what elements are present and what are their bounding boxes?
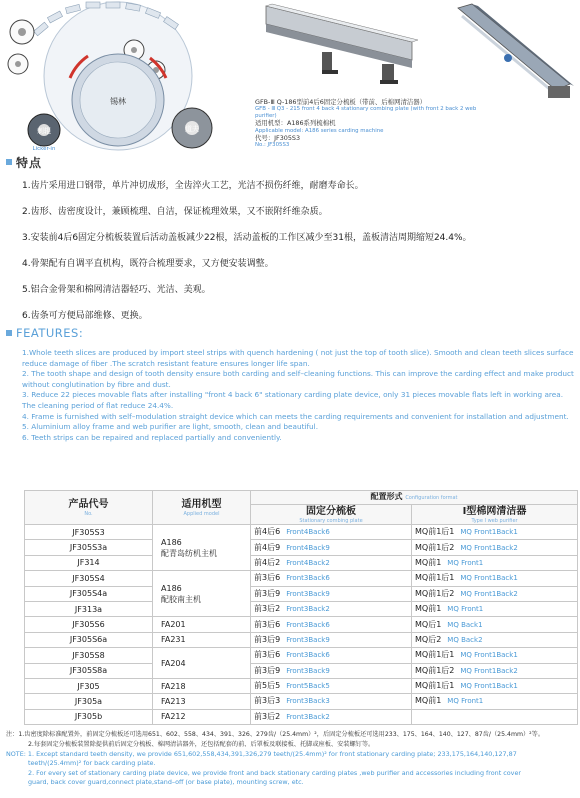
plate-cn: 前4后9 [254, 542, 281, 552]
cell-model [153, 617, 251, 632]
purifier-en: MQ Front1 [447, 605, 484, 614]
cell-code: JF305S3a [25, 540, 153, 555]
cell-model [153, 571, 251, 617]
cell-plate [251, 571, 412, 586]
features-cn-title: 特点 [16, 155, 43, 170]
caption-code: 代号：JF305S3 [255, 134, 301, 143]
feature-en-item: 2. The tooth shape and design of tooth density ensure both carding and self–cleaning functions. This can improve the carding effect and make product without conglutination by fibre and dust. [22, 369, 574, 389]
caption-title-en: GFB - Ⅲ Q3 - 215 front 4 back 4 stationary combing plate (with front 2 back 2 web purifier) [255, 106, 477, 119]
plate-en: Front3Back6 [286, 651, 330, 660]
plate-en: Front3Back9 [286, 635, 330, 644]
purifier-cn: MQ前1后1 [415, 650, 455, 660]
cell-purifier [412, 632, 578, 647]
plate-cn: 前3后6 [254, 650, 281, 660]
model-sub: 配青岛纺机主机 [161, 548, 217, 558]
carding-machine-illustration [0, 0, 236, 152]
table-row [25, 540, 578, 555]
cell-plate [251, 617, 412, 632]
cell-purifier [412, 663, 578, 678]
table-row [25, 709, 578, 724]
plate-en: Front3Back2 [286, 712, 330, 721]
note-en-1b: teeth/(25.4mm)² for back carding plate. [28, 759, 156, 768]
purifier-cn: MQ前1后1 [415, 681, 455, 691]
features-cn-header [6, 154, 42, 170]
cell-model [153, 632, 251, 647]
cell-plate [251, 663, 412, 678]
header-model-en: Applied model [183, 511, 220, 517]
table-row [25, 571, 578, 586]
table-row [25, 694, 578, 709]
spec-table [24, 490, 578, 725]
cell-plate [251, 678, 412, 693]
plate-en: Front3Back9 [286, 589, 330, 598]
note-en-2b: guard, back cover guard,connect plate,stand–off (or base plate), mounting screw, etc. [28, 778, 304, 787]
combing-plate-photo [262, 2, 422, 88]
feature-cn-item: 3.安装前4后6固定分梳板装置后活动盖板减少22根，活动盖板的工作区减少至31根，盖板清洁周期缩短24.4%。 [22, 233, 472, 243]
model-name: FA218 [161, 681, 186, 691]
model-name: FA212 [161, 712, 186, 722]
feature-cn-item: 5.铝合金骨架和棉网清洁器轻巧、光洁、美观。 [22, 285, 211, 295]
cell-code: JF313a [25, 601, 153, 616]
purifier-en: MQ Front1Back1 [460, 528, 518, 537]
table-row [25, 555, 578, 570]
plate-cn: 前3后2 [254, 711, 281, 721]
feature-en-item: 3. Reduce 22 pieces movable flats after installing "front 4 back 6" stationary carding plate device, only 31 pieces movable flats left in working area. The cleaning period of flat reduce 24.4%. [22, 390, 564, 410]
header-model-cn: 适用机型 [181, 499, 222, 510]
feature-cn-item: 1.齿片采用进口钢带，单片冲切成形，全齿淬火工艺，光洁不损伤纤维，耐磨寿命长。 [22, 181, 364, 191]
cell-purifier [412, 571, 578, 586]
cell-code: JF305S8a [25, 663, 153, 678]
purifier-en: MQ Back2 [447, 635, 483, 644]
table-row [25, 648, 578, 663]
header-code-en: No. [84, 511, 93, 517]
cell-purifier [412, 586, 578, 601]
product-caption [255, 98, 485, 149]
cell-purifier [412, 540, 578, 555]
cell-purifier [412, 678, 578, 693]
purifier-en: MQ Front1Back2 [460, 589, 518, 598]
purifier-en: MQ Front1Back1 [460, 682, 518, 691]
cell-plate [251, 694, 412, 709]
cell-code: JF305b [25, 709, 153, 724]
plate-en: Front3Back6 [286, 574, 330, 583]
web-purifier-photo [452, 2, 576, 106]
table-row [25, 586, 578, 601]
cylinder-label: 锡林 [110, 97, 126, 106]
caption-machine: 适用机型：A186系列梳棉机 [255, 119, 336, 128]
plate-cn: 前3后6 [254, 573, 281, 583]
purifier-cn: MQ前1 [415, 557, 442, 567]
feature-cn-item: 2.齿形、齿密度设计，兼顾梳理、自洁，保证梳理效果，又不嵌附纤维杂质。 [22, 207, 328, 217]
purifier-cn: MQ前1后1 [415, 573, 455, 583]
combing-plate-image [262, 2, 422, 88]
plate-cn: 前3后9 [254, 588, 281, 598]
cell-code: JF314 [25, 555, 153, 570]
notes-section [6, 730, 578, 788]
cell-plate [251, 586, 412, 601]
model-sub: 配胶南主机 [161, 594, 201, 604]
cell-model [153, 525, 251, 571]
section-bullet-icon [6, 330, 12, 336]
plate-en: Front4Back9 [286, 543, 330, 552]
table-row [25, 632, 578, 647]
purifier-en: MQ Front1Back2 [460, 666, 518, 675]
purifier-cn: MQ前1 [415, 696, 442, 706]
features-en-title: FEATURES: [16, 326, 84, 340]
plate-cn: 前3后9 [254, 634, 281, 644]
plate-en: Front3Back6 [286, 620, 330, 629]
model-name: A186 [161, 537, 182, 547]
purifier-cn: MQ前1后2 [415, 665, 455, 675]
section-bullet-icon [6, 159, 12, 165]
features-cn-list [22, 180, 578, 336]
caption-code-en: No.: JF305S3 [255, 142, 290, 149]
caption-title: GFB-Ⅲ Q-186型前4后6固定分梳板（带前、后棉网清洁器） [255, 98, 427, 106]
header-model [153, 491, 251, 525]
cell-model [153, 709, 251, 724]
table-row [25, 678, 578, 693]
cell-purifier [412, 648, 578, 663]
feature-cn-item: 4.骨架配有自调平直机构，既符合梳理要求，又方便安装调整。 [22, 259, 274, 269]
header-purifier-en: Type Ⅰ web purifier [471, 518, 518, 524]
cell-purifier [412, 694, 578, 709]
purifier-cn: MQ前1后2 [415, 542, 455, 552]
plate-en: Front3Back2 [286, 605, 330, 614]
caption-machine-en: Applicable model: A186 series carding machine [255, 127, 384, 134]
header-config-en: Configuration format [405, 495, 458, 501]
purifier-en: MQ Front1Back1 [460, 574, 518, 583]
purifier-cn: MQ后2 [415, 634, 442, 644]
header-plate-cn: 固定分梳板 [306, 506, 356, 517]
table-row [25, 663, 578, 678]
cell-purifier [412, 709, 578, 724]
cell-model [153, 678, 251, 693]
plate-cn: 前3后3 [254, 696, 281, 706]
cell-code: JF305S4a [25, 586, 153, 601]
cell-code: JF305S3 [25, 525, 153, 540]
table-row [25, 617, 578, 632]
features-en-list [22, 348, 578, 443]
purifier-en: MQ Front1Back1 [460, 651, 518, 660]
cell-code: JF305 [25, 678, 153, 693]
cell-purifier [412, 525, 578, 540]
plate-cn: 前3后6 [254, 619, 281, 629]
header-plate [251, 505, 412, 525]
plate-en: Front4Back2 [286, 558, 330, 567]
cell-model [153, 694, 251, 709]
model-name: A186 [161, 583, 182, 593]
plate-en: Front3Back9 [286, 666, 330, 675]
header-purifier-cn: Ⅰ型棉网清洁器 [462, 506, 527, 517]
purifier-cn: MQ后1 [415, 619, 442, 629]
plate-cn: 前4后6 [254, 527, 281, 537]
table-row [25, 525, 578, 540]
cell-plate [251, 601, 412, 616]
header-code [25, 491, 153, 525]
note-cn-1: 注：1.齿密度除标准配置外，前固定分梳板还可选用651、602、558、434、391、326、279齿/（25.4mm）²，后固定分梳板还可选用233、175、164、140、127、87齿/（25.4mm）²等。 [6, 731, 545, 738]
cell-purifier [412, 601, 578, 616]
feature-en-item: 5. Aluminium alloy frame and web purifier are light, smooth, clean and beautiful. [22, 422, 319, 432]
plate-cn: 前3后2 [254, 604, 281, 614]
header-purifier [412, 505, 578, 525]
plate-cn: 前4后2 [254, 557, 281, 567]
cell-code: JF305S6 [25, 617, 153, 632]
cell-code: JF305a [25, 694, 153, 709]
plate-cn: 前5后5 [254, 681, 281, 691]
cell-plate [251, 525, 412, 540]
plate-en: Front4Back6 [286, 528, 330, 537]
note-en-2a: 2. For every set of stationary carding plate device, we provide front and back stationary carding plates ,web purifier and accessories including front cover [28, 768, 522, 777]
header-code-cn: 产品代号 [68, 499, 109, 510]
cell-model [153, 648, 251, 679]
purifier-cn: MQ前1 [415, 604, 442, 614]
features-en-header [6, 325, 83, 341]
note-en-1a: NOTE: 1. Except standard teeth density, we provide 651,602,558,434,391,326,279 teeth/(25.4mm)² for front stationary carding plate; 233,175,164,140,127,87 [6, 750, 517, 758]
cell-plate [251, 540, 412, 555]
feature-en-item: 6. Teeth strips can be repaired and replaced partially and conveniently. [22, 432, 282, 442]
model-name: FA231 [161, 635, 186, 645]
cell-plate [251, 709, 412, 724]
feature-cn-item: 6.齿条可方便局部维修、更换。 [22, 311, 148, 321]
cell-plate [251, 632, 412, 647]
cell-code: JF305S8 [25, 648, 153, 663]
licker-in-en-label: Licker-in [32, 146, 56, 152]
header-config [251, 491, 578, 505]
note-cn-2: 2.每套固定分梳板装置除提供前后固定分梳板、棉网清洁器外，还包括配套的前、后罩板及联接板、托脚或座板、安装螺钉等。 [28, 741, 375, 748]
table-row [25, 601, 578, 616]
cell-purifier [412, 617, 578, 632]
doffer-label: 道夫 [185, 125, 199, 133]
cell-code: JF305S4 [25, 571, 153, 586]
cell-code: JF305S6a [25, 632, 153, 647]
purifier-en: MQ Front1Back2 [460, 543, 518, 552]
feature-en-item: 1.Whole teeth slices are produced by import steel strips with quench hardening ( not just the top of tooth slice). Smooth and clean teeth slices surface reduce damage of fiber .The scratch resistant feature ensures longer life span. [22, 348, 574, 368]
purifier-cn: MQ前1后1 [415, 527, 455, 537]
purifier-en: MQ Front1 [447, 697, 484, 706]
cell-plate [251, 555, 412, 570]
licker-in-label: 刺辊 [37, 127, 51, 135]
purifier-en: MQ Front1 [447, 558, 484, 567]
header-config-cn: 配置形式 [370, 492, 403, 501]
model-name: FA201 [161, 620, 186, 630]
model-name: FA213 [161, 696, 186, 706]
feature-en-item: 4. Frame is furnished with self–modulation straight device which can meets the carding requirements and convenient for installation and adjustment. [22, 411, 569, 421]
web-purifier-image [452, 2, 576, 106]
header-plate-en: Stationary combing plate [299, 518, 363, 524]
cell-purifier [412, 555, 578, 570]
model-name: FA204 [161, 658, 186, 668]
plate-cn: 前3后9 [254, 665, 281, 675]
plate-en: Front5Back5 [286, 682, 330, 691]
purifier-cn: MQ前1后2 [415, 588, 455, 598]
plate-en: Front3Back3 [286, 697, 330, 706]
purifier-en: MQ Back1 [447, 620, 483, 629]
carding-diagram [0, 0, 236, 152]
cell-plate [251, 648, 412, 663]
